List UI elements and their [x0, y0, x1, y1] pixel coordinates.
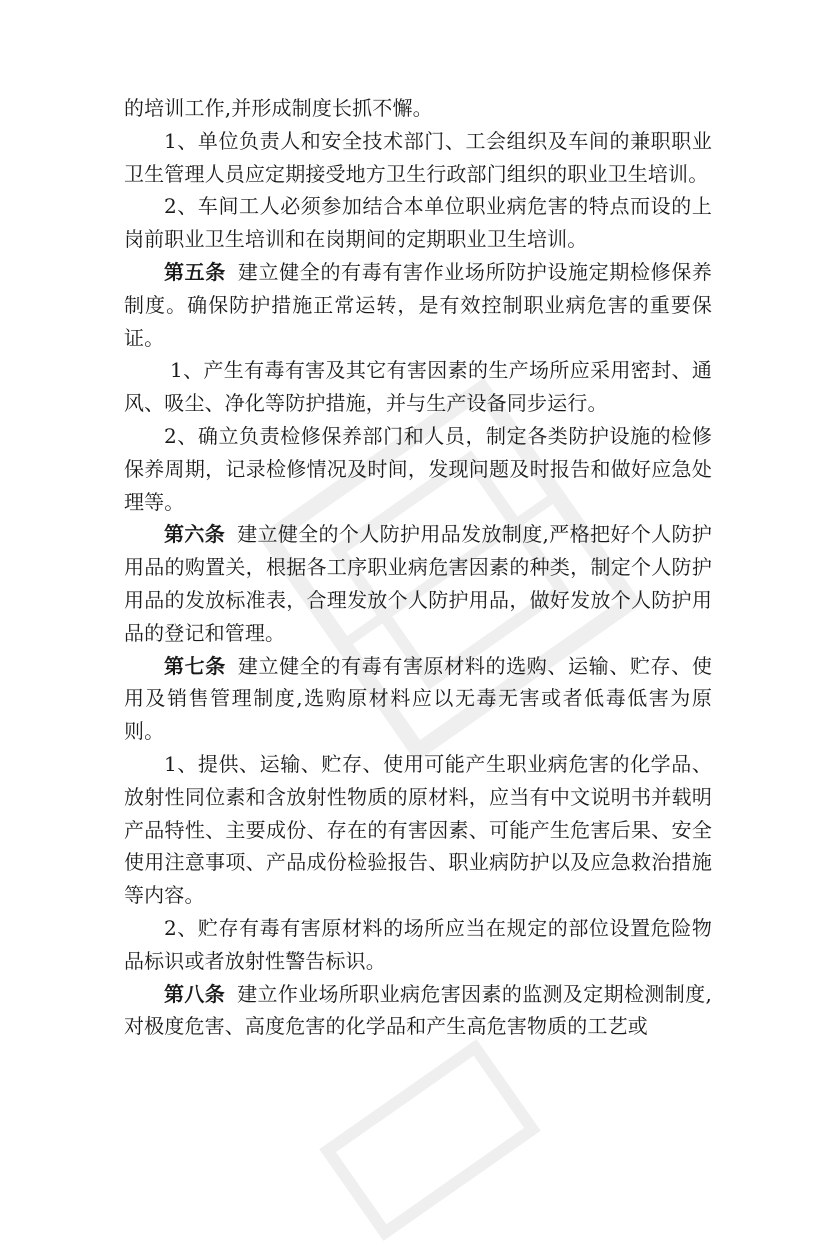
article-label: 第五条 — [164, 259, 226, 284]
article-paragraph — [124, 650, 712, 748]
paragraph-text: 建立健全的个人防护用品发放制度,严格把好个人防护用品的购置关，根据各工序职业病危害因素的种类，制定个人防护用品的发放标准表，合理发放个人防护用品，做好发放个人防护用品的登记和管理。 — [124, 522, 712, 645]
paragraph-text: 2、贮存有毒有害原材料的场所应当在规定的部位设置危险物品标识或者放射性警告标识。 — [124, 915, 712, 973]
paragraph-text: 2、确立负责检修保养部门和人员，制定各类防护设施的检修保养周期，记录检修情况及时间，发现问题及时报告和做好应急处理等。 — [124, 423, 712, 514]
paragraph-text: 1、提供、运输、贮存、使用可能产生职业病危害的化学品、放射性同位素和含放射性物质的原材料，应当有中文说明书并载明产品特性、主要成份、存在的有害因素、可能产生危害后果、安全使用注意事项、产品成份检验报告、职业病防护以及应急救治措施等内容。 — [124, 751, 712, 908]
paragraph-text: 的培训工作,并形成制度长抓不懈。 — [124, 96, 433, 120]
article-label: 第六条 — [164, 522, 226, 547]
article-paragraph — [124, 978, 712, 1044]
article-label: 第七条 — [164, 653, 226, 678]
paragraph-text: 建立健全的有毒有害原材料的选购、运输、贮存、使用及销售管理制度,选购原材料应以无毒无害或者低毒低害为原则。 — [124, 653, 712, 744]
paragraph-item — [124, 912, 712, 978]
paragraph-item — [124, 190, 712, 256]
paragraph-item — [124, 125, 712, 191]
paragraph-item — [124, 354, 712, 420]
paragraph-item — [124, 420, 712, 518]
paragraph-item — [124, 748, 712, 912]
article-paragraph — [124, 256, 712, 354]
paragraph-text: 1、产生有毒有害及其它有害因素的生产场所应采用密封、通风、吸尘、净化等防护措施，并与生产设备同步运行。 — [124, 358, 712, 416]
paragraph-text: 2、车间工人必须参加结合本单位职业病危害的特点而设的上岗前职业卫生培训和在岗期间的定期职业卫生培训。 — [124, 194, 712, 252]
article-paragraph — [124, 518, 712, 649]
paragraph-text: 建立健全的有毒有害作业场所防护设施定期检修保养制度。确保防护措施正常运转，是有效控制职业病危害的重要保证。 — [124, 259, 712, 350]
paragraph-text: 1、单位负责人和安全技术部门、工会组织及车间的兼职职业卫生管理人员应定期接受地方卫生行政部门组织的职业卫生培训。 — [124, 128, 712, 186]
article-label: 第八条 — [164, 981, 226, 1006]
document-body — [124, 92, 712, 1043]
watermark-icon — [314, 1033, 547, 1246]
paragraph-continuation — [124, 92, 712, 125]
paragraph-text: 建立作业场所职业病危害因素的监测及定期检测制度,对极度危害、高度危害的化学品和产生高危害物质的工艺或 — [124, 981, 712, 1039]
